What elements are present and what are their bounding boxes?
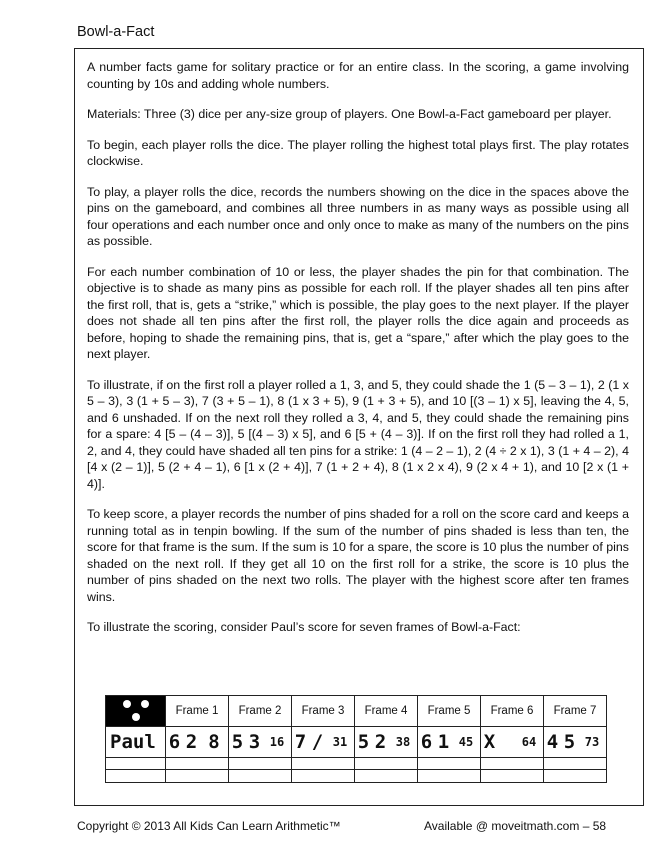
- frame-total: 64: [521, 735, 537, 749]
- intro-paragraph: A number facts game for solitary practice or for an entire class. In the scoring, a game involving counting by 10s and adding whole numbers.: [87, 60, 629, 91]
- copyright-notice: Copyright © 2013 All Kids Can Learn Arithmetic™: [77, 819, 341, 833]
- roll-2: 3: [248, 731, 261, 753]
- content-box: [74, 48, 644, 806]
- roll-1: 5: [231, 731, 244, 753]
- roll-1: 5: [357, 731, 370, 753]
- frame-cell: [229, 727, 292, 758]
- frame-total: 16: [269, 735, 285, 749]
- roll-2: /: [311, 731, 324, 753]
- frame-header: Frame 3: [292, 696, 355, 727]
- frame-cell: [418, 727, 481, 758]
- frame-cell: [292, 727, 355, 758]
- frame-total: 45: [458, 735, 474, 749]
- roll-2: 2: [374, 731, 387, 753]
- frame-cell: [355, 727, 418, 758]
- frame-total: 73: [584, 735, 600, 749]
- score-header-row: [106, 696, 607, 727]
- roll-2: 5: [563, 731, 576, 753]
- player-name: Paul: [106, 727, 166, 758]
- scoring-example-intro: To illustrate the scoring, consider Paul’s score for seven frames of Bowl-a-Fact:: [87, 620, 521, 634]
- instructions: [87, 59, 629, 650]
- frame-header: Frame 5: [418, 696, 481, 727]
- blank-row: [106, 758, 607, 770]
- frame-cell: [166, 727, 229, 758]
- roll-1: 4: [546, 731, 559, 753]
- frame-total: 8: [208, 731, 220, 753]
- frame-cell: [481, 727, 544, 758]
- page-reference: Available @ moveitmath.com – 58: [424, 819, 607, 833]
- roll-1: 6: [420, 731, 433, 753]
- frame-header: Frame 2: [229, 696, 292, 727]
- frame-header: Frame 1: [166, 696, 229, 727]
- score-table: [105, 695, 607, 783]
- page-title: Bowl-a-Fact: [77, 24, 155, 40]
- frame-total: 31: [332, 735, 348, 749]
- blank-row: [106, 770, 607, 783]
- frame-total: 38: [395, 735, 411, 749]
- roll-1: 7: [294, 731, 307, 753]
- begin-paragraph: To begin, each player rolls the dice. The player rolling the highest total plays first. The play rotates clockwise.: [87, 137, 629, 168]
- roll-2: 2: [185, 731, 198, 753]
- materials-paragraph: Materials: Three (3) dice per any-size group of players. One Bowl-a-Fact gameboard per player.: [87, 107, 612, 121]
- frame-header: Frame 7: [544, 696, 607, 727]
- roll-1: 6: [168, 731, 181, 753]
- frame-header: Frame 6: [481, 696, 544, 727]
- play-paragraph: To play, a player rolls the dice, records the numbers showing on the dice in the spaces above the pins on the gameboard, and combines all three numbers in as many ways as possible using all four operations and each number once and only once to make as many of the numbers on the pins as possible.: [87, 184, 629, 248]
- roll-1: X: [483, 731, 496, 753]
- dice-icon: [106, 696, 166, 727]
- illustrate-paragraph: To illustrate, if on the first roll a player rolled a 1, 3, and 5, they could shade the 1 (5 – 3 – 1), 2 (1 x 5 – 3), 3 (1 + 5 – 3), 7 (3 + 5 – 1), 8 (1 x 3 + 5), 9 (1 + 3 + 5), and 10 [(3 – 1) x 5], leaving the 4, 5, and 6 unshaded. If on the next roll they rolled a 3, 4, and 5, they could shade the remaining pins for a spare: 4 [5 – (4 – 3)], 5 [(4 – 3) x 5], and 6 [5 + (4 – 3)]. If on the first roll they had rolled a 1, 2, and 4, they could have shaded all ten pins for a strike: 1 (4 – 2 – 1), 2 (4 ÷ 2 x 1), 3 (1 + 4 – 2), 4 [4 x (2 – 1)], 5 (2 + 4 – 1), 6 [1 x (2 + 4)], 7 (1 + 2 + 4), 8 (1 x 2 x 4), 9 (2 x 4 + 1), and 10 [2 x (1 + 4)].: [87, 377, 629, 491]
- shading-paragraph: For each number combination of 10 or less, the player shades the pin for that combination. The objective is to shade as many pins as possible for each roll. If the player shades all ten pins after the first roll, that is, gets a “strike,” which is possible, the play goes to the next player. If the player does not shade all ten pins after the first roll, the player rolls the dice again and proceeds as before, hoping to shade the remaining pins, that is, get a “spare,” after which the play goes to the next player.: [87, 264, 629, 361]
- player-row: [106, 727, 607, 758]
- scoring-paragraph: To keep score, a player records the number of pins shaded for a roll on the score card and keeps a running total as in tenpin bowling. If the sum of the number of pins shaded is less than ten, the score for that frame is the sum. If the sum is 10 for a spare, the score is 10 plus the number of pins shaded on the next roll. If they get all 10 on the first roll for a strike, the score is 10 plus the number of pins shaded on the next two rolls. The player with the highest score after ten frames wins.: [87, 507, 629, 604]
- roll-2: 1: [437, 731, 450, 753]
- frame-cell: [544, 727, 607, 758]
- score-card: [105, 695, 607, 783]
- frame-header: Frame 4: [355, 696, 418, 727]
